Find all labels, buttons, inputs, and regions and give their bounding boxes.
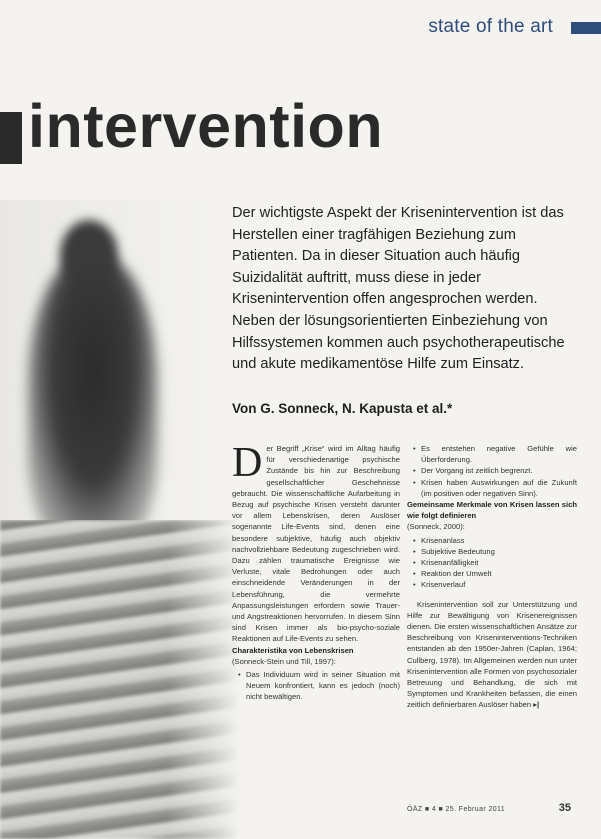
characteristics-list-continued <box>407 443 577 499</box>
features-list <box>407 535 577 591</box>
list-item: • Krisenanfälligkeit <box>415 557 577 568</box>
page-number: 35 <box>558 802 571 814</box>
continue-arrow-icon: ▸| <box>533 700 540 710</box>
subhead-features: Gemeinsame Merkmale von Krisen lassen sich wie folgt definieren <box>407 500 577 521</box>
intervention-paragraph <box>407 599 577 711</box>
blurred-person-image <box>28 255 158 545</box>
list-item: • Krisenanlass <box>415 535 577 546</box>
list-item: • Krisen haben Auswirkungen auf die Zukunft (im positiven oder negativen Sinn). <box>415 477 577 499</box>
intro-text: er Begriff „Krise“ wird im Alltag häufig für verschiedenartige psychische Zustände bis hin zur Beschreibung gesellschaftlicher Geschehnisse gebraucht. Die wissenschaftliche Aufarbeitung in Bezug auf psychische Krisen versteht darunter vor allem Lebenskrisen, deren Auslöser sogenannte Life-Events sind, denen eine besondere subjektive, häufig auch objektiv nachvollziehbare Bedeutung zugeschrieben wird. Dazu zählen traumatische Ereignisse wie Verluste, vitale Bedrohungen oder auch einschneidende Veränderungen in der Lebensführung, die vermehrte Anpassungsleistungen erfordern sowie Trauer- und Angstreaktionen hervorrufen. In diesem Sinn sind Krisen immer als bio-psycho-soziale Reaktionen auf Life-Events zu sehen. <box>232 444 400 644</box>
list-item: • Das Individuum wird in seiner Situation mit Neuem konfrontiert, kann es jedoch (noch) nicht bewältigen. <box>240 669 400 703</box>
intervention-text: Krisenintervention soll zur Unterstützung und Hilfe zur Bewältigung von Krisenereignissen dienen. Die ersten wissenschaftlichen Ansätze zur Beschreibung von Kriseninterventions-Techniken entstanden ab den 1950er-Jahren (Caplan, 1964; Cullberg, 1978). Im Allgemeinen werden nun unter Krisenintervention alle Formen von psychosozialer Betreuung und Behandlung, die sich mit Symptomen und Krankheiten befassen, die einen zeitlich definierbaren Auslöser haben <box>407 599 577 710</box>
list-item: • Subjektive Bedeutung <box>415 546 577 557</box>
intro-paragraph <box>232 440 400 645</box>
footer-publication: ÖÄZ ■ 4 ■ 25. Februar 2011 <box>407 806 506 813</box>
subhead-characteristics-source: (Sonneck-Stein und Till, 1997): <box>232 656 336 666</box>
characteristics-list <box>232 669 400 703</box>
list-item: • Es entstehen negative Gefühle wie Überforderung. <box>415 443 577 465</box>
body-column-right <box>407 443 577 711</box>
title-cut-letter <box>0 112 22 164</box>
article-lead: Der wichtigste Aspekt der Krisenintervention ist das Herstellen einer tragfähigen Beziehung zum Patienten. Da in dieser Situation auch häufig Suizidalität auftritt, muss diese in jeder Krisenintervention offen angesprochen werden. Neben der lösungsorientierten Einbeziehung von Hilfssystemen kommen auch psychotherapeutische und akute medikamentöse Hilfe zum Einsatz. <box>232 205 565 373</box>
subhead-features-source: (Sonneck, 2000): <box>407 522 465 532</box>
body-column-left <box>232 440 400 703</box>
article-byline: Von G. Sonneck, N. Kapusta et al.* <box>232 401 453 416</box>
section-marker-bar <box>571 22 601 34</box>
list-item: • Krisenverlauf <box>415 579 577 590</box>
article-title: intervention <box>28 92 384 160</box>
list-item: • Der Vorgang ist zeitlich begrenzt. <box>415 465 577 476</box>
subhead-characteristics: Charakteristika von Lebenskrisen <box>232 645 354 655</box>
dropcap: D <box>232 440 263 486</box>
list-item: • Reaktion der Umwelt <box>415 568 577 579</box>
section-label: state of the art <box>428 16 553 37</box>
wooden-boards-image <box>0 520 240 839</box>
